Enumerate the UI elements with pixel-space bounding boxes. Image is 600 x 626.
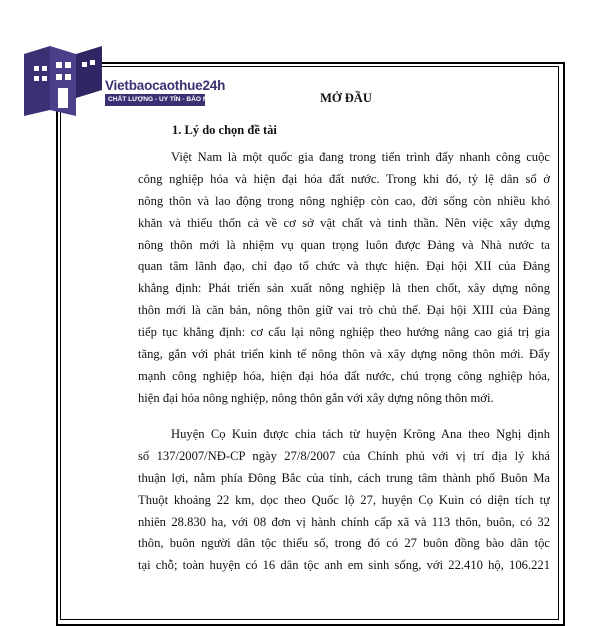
text-line: quan tâm lãnh đạo, chỉ đạo tổ chức và thực hiện. Đại hội XII của Đảng: [138, 259, 550, 274]
text-line: mạnh công nghiệp hóa, hiện đại hóa đất nước, chú trọng công nghiệp hóa,: [138, 368, 550, 383]
watermark-logo: [20, 40, 226, 120]
text-line: nông thôn và lao động trong nông nghiệp còn cao, đời sống còn nhiều khó: [138, 193, 550, 208]
text-line: nhiên 28.830 ha, với 08 đơn vị hành chính cấp xã và 113 thôn, buôn, có 32: [138, 514, 550, 529]
book-building-icon: [20, 40, 104, 120]
text-line: Huyện Cọ Kuin được chia tách từ huyện Krông Ana theo Nghị định: [171, 427, 550, 441]
text-line: công nghiệp hóa và hiện đại hóa đất nước. Trong khi đó, tỷ lệ dân số ở: [138, 171, 550, 186]
text-line: khẳng định: Phát triển sản xuất nông nghiệp là then chốt, xây dựng nông: [138, 281, 550, 296]
text-line: số 137/2007/NĐ-CP ngày 27/8/2007 của Chính phủ với vị trí địa lý khá: [138, 448, 550, 463]
document-title: MỞ ĐẦU: [320, 91, 372, 105]
text-line: nông thôn mới là nhiệm vụ quan trọng luôn được Đảng và Nhà nước ta: [138, 237, 550, 252]
text-line: tại chỗ; toàn huyện có 16 dân tộc anh em sinh sống, với 22.410 hộ, 106.221: [138, 558, 550, 573]
paragraph-1: [138, 147, 550, 410]
watermark-brand: Vietbaocaothue24h: [105, 78, 226, 93]
text-line: Việt Nam là một quốc gia đang trong tiến trình đẩy nhanh công cuộc: [171, 150, 550, 164]
watermark-tagline: CHẤT LƯỢNG - UY TÍN - BẢO MẬT: [105, 94, 205, 106]
text-line: tăng, gắn với phát triển kinh tế nông thôn và xây dựng nông thôn mới. Đẩy: [138, 347, 550, 362]
text-line: khăn và thiếu thốn cả về cơ sở vật chất và tinh thần. Nên việc xây dựng: [138, 215, 550, 230]
text-line: tiếp tục khẳng định: cơ cấu lại nông nghiệp theo hướng nâng cao giá trị gia: [138, 325, 550, 340]
text-line: thôn mới là căn bản, nông thôn giữ vai trò chủ thể. Đại hội XIII của Đảng: [138, 303, 550, 318]
paragraph-2: [138, 424, 550, 577]
text-line: hiện đại hóa nông nghiệp, nông thôn gắn với xây dựng nông thôn mới.: [138, 390, 494, 405]
text-line: Thuột khoảng 22 km, dọc theo Quốc lộ 27, huyện Cọ Kuin có diện tích tự: [138, 492, 550, 507]
text-line: thuận lợi, nằm phía Đông Bắc của tỉnh, cách trung tâm thành phố Buôn Ma: [138, 470, 550, 485]
section-heading: 1. Lý do chọn đề tài: [172, 123, 277, 137]
text-line: thôn, buôn người dân tộc thiểu số, trong đó có 27 buôn đồng bào dân tộc: [138, 536, 550, 551]
